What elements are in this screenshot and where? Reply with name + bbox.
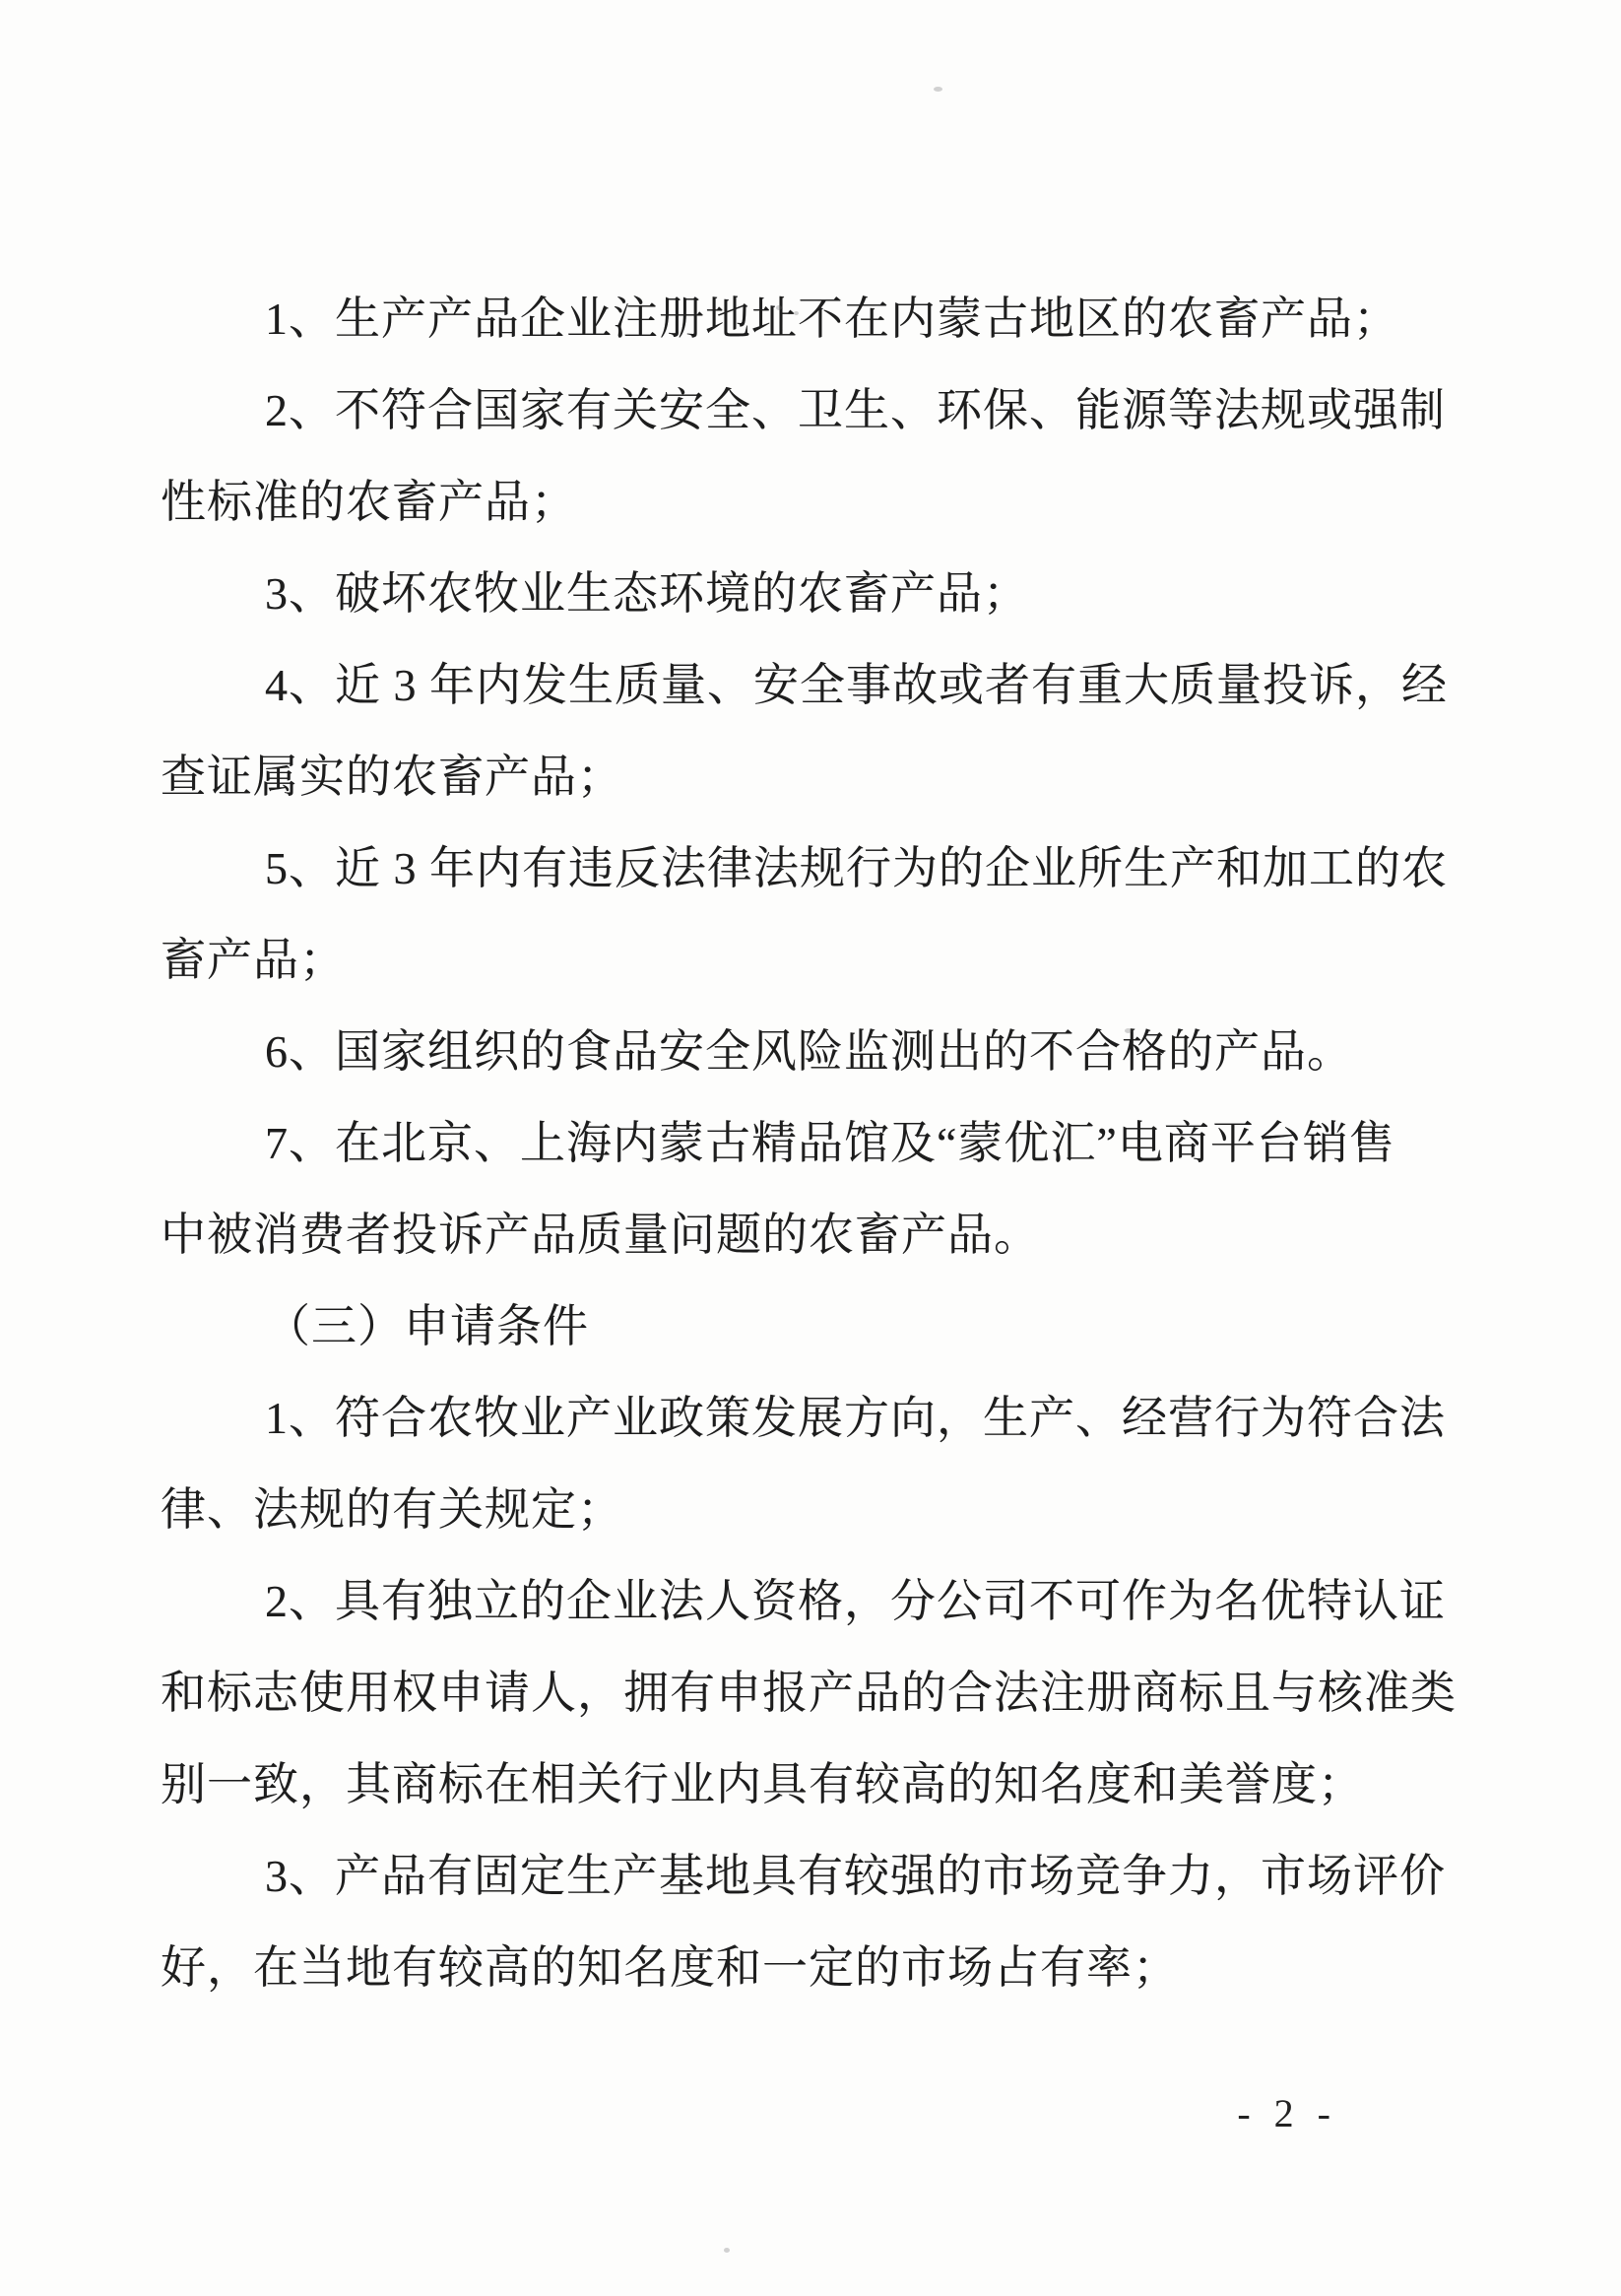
text-line: 5、近 3 年内有违反法律法规行为的企业所生产和加工的农 bbox=[265, 843, 1448, 893]
scan-noise-speck bbox=[794, 311, 799, 315]
text-line: 和标志使用权申请人，拥有申报产品的合法注册商标且与核准类 bbox=[161, 1668, 1457, 1718]
text-line: 1、符合农牧业产业政策发展方向，生产、经营行为符合法 bbox=[265, 1393, 1446, 1443]
page-number: - 2 - bbox=[1237, 2091, 1337, 2135]
scan-noise-speck bbox=[724, 2248, 730, 2253]
text-line: 2、具有独立的企业法人资格，分公司不可作为名优特认证 bbox=[265, 1576, 1446, 1626]
text-line: 别一致，其商标在相关行业内具有较高的知名度和美誉度； bbox=[161, 1759, 1364, 1809]
text-line: 2、不符合国家有关安全、卫生、环保、能源等法规或强制 bbox=[265, 385, 1446, 435]
text-line: 性标准的农畜产品； bbox=[161, 477, 577, 527]
text-line: 律、法规的有关规定； bbox=[161, 1484, 623, 1535]
text-line: 3、破坏农牧业生态环境的农畜产品； bbox=[265, 568, 1029, 619]
text-line: 好，在当地有较高的知名度和一定的市场占有率； bbox=[161, 1942, 1179, 1993]
text-line: 中被消费者投诉产品质量问题的农畜产品。 bbox=[161, 1210, 1040, 1260]
text-line: 1、生产产品企业注册地址不在内蒙古地区的农畜产品； bbox=[265, 294, 1399, 344]
text-line: 畜产品； bbox=[161, 935, 346, 985]
text-line: 7、在北京、上海内蒙古精品馆及“蒙优汇”电商平台销售 bbox=[265, 1118, 1395, 1168]
text-line: 4、近 3 年内发生质量、安全事故或者有重大质量投诉，经 bbox=[265, 660, 1448, 710]
text-line: 3、产品有固定生产基地具有较强的市场竞争力，市场评价 bbox=[265, 1851, 1446, 1901]
document-body bbox=[161, 273, 1457, 2013]
scan-noise-speck bbox=[934, 87, 942, 92]
scan-noise-speck bbox=[776, 305, 782, 310]
scan-noise-speck bbox=[1125, 1028, 1132, 1033]
text-line: 查证属实的农畜产品； bbox=[161, 752, 623, 802]
section-heading: （三）申请条件 bbox=[265, 1301, 589, 1351]
text-line: 6、国家组织的食品安全风险监测出的不合格的产品。 bbox=[265, 1026, 1353, 1077]
